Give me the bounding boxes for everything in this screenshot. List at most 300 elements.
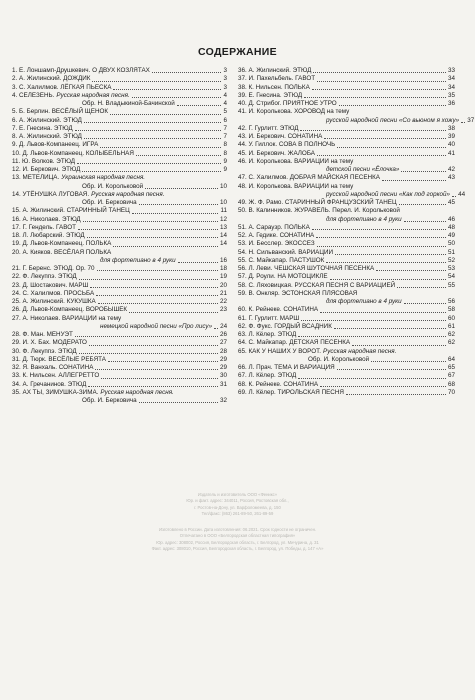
leader-dots <box>313 72 446 73</box>
toc-entry <box>12 150 227 158</box>
toc-entry-title: 19. Д. Львов-Компанеец. ПОЛЬКА <box>12 240 112 248</box>
toc-entry-title: 43. И. Беркович. СОНАТИНА <box>238 133 323 140</box>
leader-dots <box>92 81 221 82</box>
leader-dots <box>300 130 446 131</box>
toc-entry-title: Обр. И. Корольковой <box>82 182 144 190</box>
toc-entry <box>238 257 455 265</box>
imprint-line: Отпечатано в ООО «Белгородская областная типография» <box>179 533 296 539</box>
toc-entry <box>12 67 227 75</box>
toc-entry-title: 63. Л. Кёлер. ЭТЮД <box>238 331 297 338</box>
page-number: 19 <box>219 273 227 281</box>
imprint-line: г. Ростов-на-Дону, ул. Варфоломеева, д. 150 <box>194 504 281 510</box>
leader-dots <box>98 303 218 304</box>
toc-entry <box>12 240 227 248</box>
page-number: 70 <box>447 388 455 396</box>
page-number: 49 <box>447 232 455 239</box>
leader-dots <box>301 320 446 321</box>
toc-entry-title: для фортепиано в 4 руки <box>326 215 402 223</box>
toc-entry-title: 60. К. Рейнеке. СОНАТИНА <box>238 306 319 314</box>
toc-entry-title: 45. И. Беркович. ЖАЛОБА <box>238 149 316 157</box>
toc-entry <box>238 92 455 100</box>
toc-entry <box>238 298 455 306</box>
toc-entry-title: 49. Ж. Ф. Рамо. СТАРИННЫЙ ФРАНЦУЗСКИЙ ТАНЕЦ <box>238 199 397 206</box>
toc-entry <box>12 183 227 191</box>
leader-dots <box>397 287 446 288</box>
page-number: 41 <box>447 149 455 157</box>
toc-entry-title: 56. Л. Леви. ЧЕШСКАЯ ШУТОЧНАЯ ПЕСЕНКА <box>238 265 375 272</box>
toc-entry-title: 21. Г. Беренс. ЭТЮД. Ор. 70 <box>12 265 95 272</box>
leader-dots <box>139 402 218 403</box>
page-number: 35 <box>447 91 455 99</box>
page-number: 12 <box>219 215 227 223</box>
publisher-imprint <box>0 492 475 552</box>
page-number: 45 <box>447 199 455 206</box>
leader-dots <box>326 262 446 263</box>
leader-dots <box>75 336 218 337</box>
toc-entry <box>238 389 455 397</box>
leader-dots <box>110 114 221 115</box>
page-number: 42 <box>447 166 455 173</box>
toc-entry-title: 50. В. Калинников. ЖУРАВЕЛЬ. Перел. И. Корольковой <box>238 207 400 215</box>
leader-dots <box>312 89 446 90</box>
toc-entry <box>238 249 455 257</box>
toc-entry <box>12 306 227 314</box>
toc-entry-title: 10. Д. Львов-Компанеец. КОЛЫБЕЛЬНАЯ <box>12 149 134 157</box>
toc-entry <box>12 224 227 232</box>
toc-entry <box>12 174 227 182</box>
toc-entry-title: 39. Е. Гнесина. ЭТЮД <box>238 91 303 99</box>
toc-entry-title: 16. А. Николаев. ЭТЮД <box>12 215 81 223</box>
page-number: 28 <box>219 347 227 355</box>
toc-entry <box>238 372 455 380</box>
toc-entry-title: 59. В. Онкляр. ЭСТОНСКАЯ ПЛЯСОВАЯ <box>238 289 358 297</box>
toc-entry-title: 6. А. Жилинский. ЭТЮД <box>12 116 82 124</box>
toc-entry <box>238 306 455 314</box>
toc-entry <box>12 199 227 207</box>
toc-entry <box>12 166 227 174</box>
toc-entry-title: 12. И. Беркович. ЭТЮД <box>12 166 81 173</box>
toc-entry-title: для фортепиано в 4 руки <box>100 256 176 264</box>
leader-dots <box>101 378 218 379</box>
leader-dots <box>84 122 222 123</box>
toc-entry-title: 30. Ф. Лекуппэ. ЭТЮД <box>12 347 77 355</box>
page-number: 61 <box>447 322 455 330</box>
toc-entry <box>238 232 455 240</box>
page-number: 46 <box>447 215 455 223</box>
toc-entry <box>12 323 227 331</box>
toc-entry <box>12 232 227 240</box>
toc-entry-title: 20. А. Кияков. ВЕСЁЛАЯ ПОЛЬКА <box>12 248 112 256</box>
toc-entry <box>238 141 455 149</box>
toc-entry-subtitle: Русская народная песня. <box>91 190 165 198</box>
toc-entry <box>238 108 455 116</box>
page-number: 9 <box>223 157 227 165</box>
toc-entry-title: 35. АХ ТЫ, ЗИМУШКА-ЗИМА. <box>12 388 99 396</box>
page-number: 9 <box>223 166 227 173</box>
toc-entry <box>238 166 455 174</box>
page-number: 34 <box>447 75 455 83</box>
toc-entry <box>12 273 227 281</box>
leader-dots <box>214 328 218 329</box>
page-number: 29 <box>219 355 227 363</box>
page-number: 44 <box>458 190 466 198</box>
toc-entry-title: 17. Г. Гендель. ГАВОТ <box>12 223 76 231</box>
toc-entry-title: 47. С. Халилмов. ДОБРАЯ МАЙСКАЯ ПЕСЕНКА <box>238 174 380 182</box>
page-number: 14 <box>219 232 227 239</box>
toc-entry-title: 66. Л. Прач. ТЕМА И ВАРИАЦИЯ <box>238 364 335 371</box>
toc-entry <box>238 84 455 92</box>
imprint-line <box>0 517 475 527</box>
toc-entry-title: 28. Ф. Ман. МЕНУЭТ <box>12 331 73 338</box>
page-number: 8 <box>223 149 227 157</box>
page-number: 37 <box>467 116 475 124</box>
toc-entry-title: 36. А. Жилинский. ЭТЮД <box>238 67 312 74</box>
leader-dots <box>177 105 222 106</box>
toc-entry-title: 11. Ю. Волков. ЭТЮД <box>12 157 76 165</box>
toc-entry-title: 23. Д. Шостакович. МАРШ <box>12 281 89 289</box>
page-number: 65 <box>447 364 455 371</box>
toc-entry-title: 57. Д. Роули. НА МОТОЦИКЛЕ <box>238 273 328 281</box>
leader-dots <box>100 147 221 148</box>
leader-dots <box>89 345 218 346</box>
toc-entry <box>238 364 455 372</box>
page-number: 68 <box>447 380 455 388</box>
toc-entry <box>238 348 455 356</box>
page-number: 27 <box>219 339 227 347</box>
page-number: 6 <box>223 116 227 124</box>
leader-dots <box>312 229 446 230</box>
page-number: 21 <box>219 289 227 297</box>
page-number: 67 <box>447 372 455 380</box>
toc-entry <box>238 265 455 273</box>
page-number: 64 <box>447 355 455 363</box>
toc-entry <box>238 100 455 108</box>
toc-entry-title: 26. Д. Львов-Компанеец. ВОРОБЫШЕК <box>12 306 128 314</box>
toc-entry-subtitle: Русская народная песня. <box>56 91 130 99</box>
leader-dots <box>84 138 222 139</box>
leader-dots <box>337 147 446 148</box>
leader-dots <box>79 279 218 280</box>
leader-dots <box>88 386 218 387</box>
imprint-line: Факт. адрес: 308010, Россия, Белгородская область, г. Белгород, ул. Победы, д. 147 «А» <box>151 546 324 552</box>
leader-dots <box>139 204 218 205</box>
toc-entry-title: 61. Г. Гурлитт. МАРШ <box>238 314 300 322</box>
toc-entry <box>12 84 227 92</box>
page-number: 5 <box>223 108 227 116</box>
page-number: 31 <box>219 380 227 388</box>
page-number: 40 <box>447 141 455 149</box>
toc-entry-title: 18. Л. Любарский. ЭТЮД <box>12 232 85 239</box>
page-number: 8 <box>223 141 227 149</box>
toc-entry <box>238 290 455 298</box>
leader-dots <box>376 270 446 271</box>
page-number: 36 <box>447 100 455 107</box>
page-number: 54 <box>447 273 455 281</box>
leader-dots <box>97 270 218 271</box>
page-number: 13 <box>219 223 227 231</box>
toc-entry-title: русской народной песни «Со вьюном я хожу» <box>326 116 460 124</box>
toc-entry-title: 44. У. Гиллок. СОВА В ПОЛНОЧЬ <box>238 141 336 149</box>
imprint-line: Юр. и факт. адрес: 344011, Россия, Ростовская обл., <box>186 498 289 504</box>
page-number: 16 <box>219 256 227 264</box>
toc-entry-title: 33. К. Нильсен. АЛЛЕГРЕТТО <box>12 372 100 380</box>
leader-dots <box>337 369 446 370</box>
page-number: 7 <box>223 133 227 140</box>
leader-dots <box>82 171 221 172</box>
leader-dots <box>79 353 218 354</box>
page-number: 4 <box>223 91 227 99</box>
page-number: 51 <box>447 248 455 256</box>
toc-entry-title: 67. Л. Кёлер. ЭТЮД <box>238 372 297 380</box>
toc-entry-title: 1. Е. Лоншамп-Друшкевич. О ДВУХ КОЗЛЯТАХ <box>12 67 150 74</box>
leader-dots <box>335 254 446 255</box>
page-number: 38 <box>447 124 455 132</box>
toc-entry <box>12 298 227 306</box>
page-number: 56 <box>447 298 455 305</box>
leader-dots <box>352 345 446 346</box>
imprint-line: Юр. адрес: 308002, Россия, Белгородская область, г. Белгород, ул. Мичурина, д. 31 <box>156 539 319 545</box>
toc-entry-title: 4. СЕЛЕЗЕНЬ. <box>12 91 55 99</box>
leader-dots <box>334 328 446 329</box>
toc-entry <box>12 158 227 166</box>
leader-dots <box>95 369 218 370</box>
imprint-line: Издатель и изготовитель ООО «Феникс» <box>197 492 278 497</box>
toc-entry <box>238 158 455 166</box>
leader-dots <box>78 229 218 230</box>
toc-entry-title: 54. Н. Сильванский. ВАРИАЦИИ <box>238 248 334 256</box>
toc-entry <box>12 133 227 141</box>
toc-entry-title: Обр. И. Берковича <box>82 199 137 206</box>
page-number: 7 <box>223 124 227 132</box>
toc-entry <box>12 397 227 405</box>
leader-dots <box>298 336 446 337</box>
toc-entry <box>12 339 227 347</box>
toc-entry-title: 22. Ф. Лекуппэ. ЭТЮД <box>12 273 77 281</box>
leader-dots <box>113 89 221 90</box>
toc-entry-title: 40. Д. Стрибог. ПРИЯТНОЕ УТРО <box>238 100 337 107</box>
toc-entry-title: 48. И. Королькова. ВАРИАЦИИ на тему <box>238 182 354 190</box>
toc-entry-title: 8. А. Жилинский. ЭТЮД <box>12 133 82 140</box>
leader-dots <box>346 394 446 395</box>
page-number: 18 <box>219 265 227 272</box>
toc-entry <box>12 108 227 116</box>
toc-entry-title: 52. А. Гедике. СОНАТИНА <box>238 232 315 239</box>
toc-entry-title: русской народной песни «Как под горкой» <box>326 190 451 198</box>
toc-entry-title: 2. А. Жилинский. ДОЖДИК <box>12 75 91 83</box>
toc-entry <box>238 282 455 290</box>
toc-entry <box>238 125 455 133</box>
page-number: 53 <box>447 265 455 272</box>
toc-entry <box>238 133 455 141</box>
toc-entry <box>238 224 455 232</box>
leader-dots <box>87 237 218 238</box>
leader-dots <box>339 105 446 106</box>
toc-entry-title: Обр. И. Берковича <box>82 397 137 404</box>
toc-entry <box>238 273 455 281</box>
page-number: 60 <box>447 314 455 322</box>
toc-entry <box>238 356 455 364</box>
toc-entry <box>238 216 455 224</box>
imprint-line: Изготовлено в России. Дата изготовления: 06.2021. Срок годности не ограничен. <box>158 527 317 533</box>
toc-entry <box>12 216 227 224</box>
page-number: 50 <box>447 240 455 248</box>
toc-entry-title: 32. Я. Ванхаль. СОНАТИНА <box>12 364 94 371</box>
leader-dots <box>317 246 446 247</box>
toc-entry-title: 55. С. Майкапар. ПАСТУШОК <box>238 256 325 264</box>
page-number: 26 <box>219 331 227 338</box>
page-number: 10 <box>219 182 227 190</box>
toc-entry <box>238 339 455 347</box>
leader-dots <box>96 295 218 296</box>
toc-entry-title: 51. А. Сараузр. ПОЛЬКА <box>238 223 310 231</box>
page-number: 43 <box>447 174 455 182</box>
page-number: 3 <box>223 67 227 74</box>
toc-entry-title: 65. КАК У НАШИХ У ВОРОТ. <box>238 347 322 355</box>
toc-entry-subtitle: Русская народная песня. <box>323 347 397 355</box>
leader-dots <box>320 386 446 387</box>
toc-entry-title: 29. И. Х. Бах. МОДЕРАТО <box>12 339 87 347</box>
toc-entry <box>12 315 227 323</box>
toc-entry <box>238 199 455 207</box>
page-number: 34 <box>447 83 455 91</box>
toc-entry <box>238 116 475 125</box>
page-number: 62 <box>447 331 455 338</box>
toc-entry <box>12 389 227 397</box>
toc-entry <box>12 100 227 108</box>
leader-dots <box>83 221 218 222</box>
toc-entry <box>12 282 227 290</box>
page-number: 39 <box>447 133 455 140</box>
toc-entry-title: немецкой народной песни «Про лису» <box>100 322 213 330</box>
toc-entry <box>238 150 455 158</box>
toc-entry <box>238 381 455 389</box>
toc-entry <box>12 257 227 265</box>
toc-entry <box>12 207 227 215</box>
toc-entry <box>238 240 455 248</box>
toc-entry-title: 58. С. Ляховицкая. РУССКАЯ ПЕСНЯ С ВАРИАЦИЕЙ <box>238 281 396 289</box>
leader-dots <box>132 97 222 98</box>
toc-entry <box>12 92 227 100</box>
leader-dots <box>401 171 446 172</box>
toc-entry <box>238 331 455 339</box>
toc-entry <box>12 381 227 389</box>
toc-entry <box>12 75 227 83</box>
toc-entry <box>12 125 227 133</box>
toc-entry-title: 34. А. Гречанинов. ЭТЮД <box>12 380 87 388</box>
leader-dots <box>298 378 446 379</box>
toc-entry-title: 64. С. Майкапар. ДЕТСКАЯ ПЕСЕНКА <box>238 339 351 347</box>
leader-dots <box>129 312 218 313</box>
imprint-line: Тел/факс: (863) 261-89-50, 261-89-59 <box>201 510 274 516</box>
toc-entry <box>12 249 227 257</box>
toc-entry-title: 53. И. Бесслер. ЭКОССЕЗ <box>238 240 315 248</box>
page-number: 32 <box>219 397 227 404</box>
toc-entry-title: для фортепиано в 4 руки <box>326 298 402 305</box>
leader-dots <box>77 163 221 164</box>
page-number: 3 <box>223 75 227 83</box>
toc-entry <box>12 372 227 380</box>
toc-entry-title: 3. С. Халилмов. ЛЁГКАЯ ПЬЕСКА <box>12 83 112 91</box>
toc-entry-title: 15. А. Жилинский. СТАРИННЫЙ ТАНЕЦ <box>12 207 130 215</box>
toc-entry-title: 62. Ф. Фукс. ГОРДЫЙ ВСАДНИК <box>238 322 332 330</box>
toc-entry <box>238 183 455 191</box>
toc-entry-subtitle: Русская народная песня. <box>100 388 174 396</box>
page-number: 55 <box>447 281 455 289</box>
toc-entry <box>238 67 455 75</box>
page-number: 20 <box>219 281 227 289</box>
toc-entry <box>12 191 227 199</box>
page-number: 62 <box>447 339 455 347</box>
toc-entry <box>238 190 466 199</box>
page-number: 52 <box>447 256 455 264</box>
page-number: 10 <box>219 199 227 206</box>
page-number: 29 <box>219 364 227 371</box>
toc-entry <box>12 141 227 149</box>
leader-dots <box>404 303 446 304</box>
page-number: 48 <box>447 223 455 231</box>
leader-dots <box>132 213 219 214</box>
toc-column-right <box>238 67 475 397</box>
leader-dots <box>113 246 218 247</box>
toc-entry <box>12 331 227 339</box>
toc-entry <box>238 174 455 182</box>
leader-dots <box>399 204 446 205</box>
leader-dots <box>320 312 446 313</box>
page-number: 11 <box>220 207 227 215</box>
leader-dots <box>304 97 446 98</box>
page-number: 23 <box>219 306 227 314</box>
leader-dots <box>404 221 446 222</box>
toc-entry-title: детской песни «Ёлочка» <box>326 166 400 173</box>
toc-entry <box>12 356 227 364</box>
toc-entry-title: 24. С. Халилмов. ПРОСЬБА <box>12 289 95 297</box>
leader-dots <box>382 180 446 181</box>
toc-entry-title: Обр. И. Корольковой <box>308 355 370 363</box>
leader-dots <box>90 287 218 288</box>
leader-dots <box>461 122 465 123</box>
toc-entry-title: 37. И. Пахельбель. ГАВОТ <box>238 75 316 83</box>
page-number: 24 <box>220 322 228 330</box>
toc-entry <box>12 348 227 356</box>
toc-column-left <box>12 67 227 405</box>
leader-dots <box>108 361 218 362</box>
leader-dots <box>452 196 456 197</box>
leader-dots <box>75 130 222 131</box>
leader-dots <box>324 138 446 139</box>
toc-entry-subtitle: Украинская народная песня. <box>61 174 146 182</box>
leader-dots <box>152 72 222 73</box>
toc-entry <box>238 323 455 331</box>
toc-entry-title: 41. И. Королькова. ХОРОВОД на тему <box>238 108 350 116</box>
page-number: 22 <box>219 298 227 305</box>
toc-entry <box>12 364 227 372</box>
toc-entry-title: 7. Е. Гнесина. ЭТЮД <box>12 124 73 132</box>
page-number: 4 <box>223 100 227 107</box>
page-number: 14 <box>219 240 227 248</box>
leader-dots <box>316 237 446 238</box>
leader-dots <box>317 81 446 82</box>
page-number: 3 <box>223 83 227 91</box>
page-number: 33 <box>447 67 455 74</box>
toc-entry-title: 69. Л. Кёлер. ТИРОЛЬСКАЯ ПЕСНЯ <box>238 388 344 396</box>
toc-entry-title: 27. А. Николаев. ВАРИАЦИИ на тему <box>12 314 122 322</box>
toc-entry-title: 13. МЕТЕЛИЦА. <box>12 174 60 182</box>
toc-entry-title: 14. УТЁНУШКА ЛУГОВАЯ. <box>12 190 90 198</box>
toc-entry-title: 9. Д. Львов-Компанеец. ИГРА <box>12 141 99 149</box>
toc-entry-title: 5. Б. Берлин. ВЕСЁЛЫЙ ЩЕНОК <box>12 108 109 116</box>
toc-entry <box>238 315 455 323</box>
toc-entry <box>12 290 227 298</box>
